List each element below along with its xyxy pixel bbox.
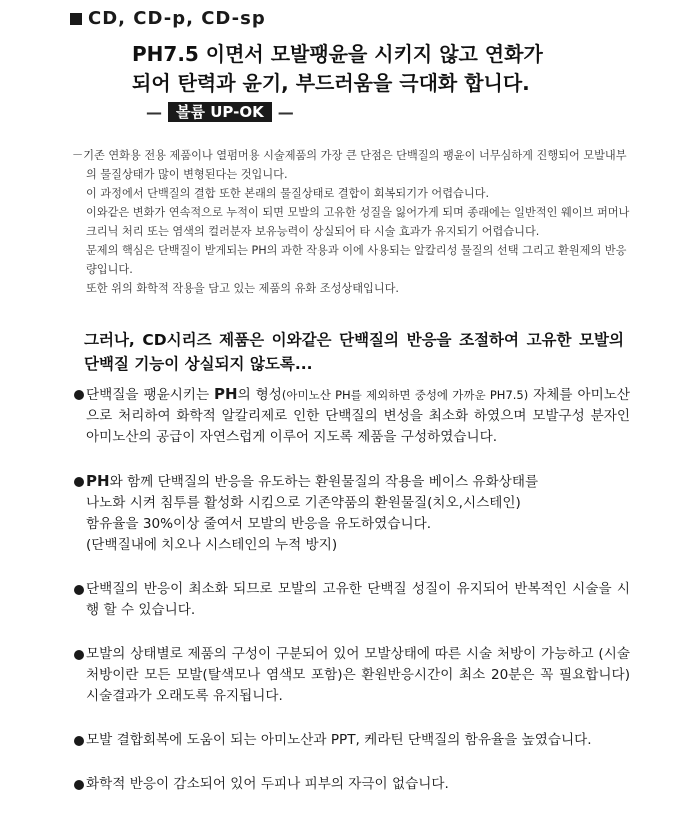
headline (132, 40, 543, 98)
intro-paragraph-2: 이 과정에서 단백질의 결합 또한 본래의 물질상태로 결합이 회복되기가 어렵습니다. (86, 187, 490, 200)
bullet-dot-icon (74, 650, 84, 660)
bullet-dot-icon (74, 736, 84, 746)
feature-item-4 (74, 644, 630, 707)
feature-list (74, 384, 630, 818)
feature-2-line-3: 함유율을 30%이상 줄여서 모발의 반응을 유도하였습니다. (86, 516, 432, 532)
intro-paragraph-4: 문제의 핵심은 단백질이 받게되는 PH의 과한 작용과 이에 사용되는 알칼리성 물질의 선택 그리고 환원제의 반응량입니다. (86, 244, 627, 276)
dash-left: — (146, 102, 162, 122)
badge-row (140, 102, 300, 122)
square-bullet-icon (70, 13, 82, 25)
feature-1-pre: 단백질을 팽윤시키는 (86, 387, 215, 403)
feature-item-5 (74, 730, 630, 751)
bullet-dot-icon (74, 780, 84, 790)
feature-1-mid: 의 형성 (237, 387, 282, 403)
bullet-dot-icon (74, 390, 84, 400)
feature-1-note: (아미노산 PH를 제외하면 중성에 가까운 PH7.5) (281, 388, 529, 402)
feature-1-post: 자체를 아미노산으로 처리하여 화학적 알칼리제로 인한 단백질의 변성을 최소화 하였으며 모발구성 분자인 아미노산의 공급이 자연스럽게 이루어 지도록 제품을 구성하였습니다. (86, 387, 630, 445)
feature-item-2 (74, 471, 630, 556)
intro-section (72, 146, 632, 298)
feature-4-text: 모발의 상태별로 제품의 구성이 구분되어 있어 모발상태에 따른 시술 처방이 가능하고 (시술처방이란 모든 모발(탈색모나 염색모 포함)은 환원반응시간이 최소 20분은 꼭 필요합니다) 시술결과가 오래도록 유지됩니다. (86, 646, 630, 704)
feature-3-text: 단백질의 반응이 최소화 되므로 모발의 고유한 단백질 성질이 유지되어 반복적인 시술을 시행 할 수 있습니다. (86, 581, 630, 618)
dash-right: — (277, 102, 294, 122)
volume-up-badge: 볼륨 UP-OK (168, 102, 272, 122)
bullet-dot-icon (74, 477, 84, 487)
intro-paragraph-5: 또한 위의 화학적 작용을 담고 있는 제품의 유화 조성상태입니다. (86, 282, 399, 295)
feature-item-3 (74, 579, 630, 621)
feature-2-ph: PH (86, 472, 110, 490)
feature-2-line-4: (단백질내에 치오나 시스테인의 누적 방지) (86, 537, 338, 553)
product-line-heading (70, 8, 266, 29)
feature-2-line-1: 와 함께 단백질의 반응을 유도하는 환원물질의 작용을 베이스 유화상태를 (109, 474, 539, 490)
feature-6-text: 화학적 반응이 감소되어 있어 두피나 피부의 자극이 없습니다. (86, 776, 449, 792)
feature-1-ph: PH (214, 385, 238, 403)
feature-5-text: 모발 결합회복에 도움이 되는 아미노산과 PPT, 케라틴 단백질의 함유율을 높였습니다. (86, 732, 592, 748)
key-statement: 그러나, CD시리즈 제품은 이와같은 단백질의 반응을 조절하여 고유한 모발의 단백질 기능이 상실되지 않도록... (84, 331, 624, 373)
feature-item-6 (74, 774, 630, 795)
feature-2-line-2: 나노화 시켜 침투를 활성화 시킴으로 기존약품의 환원물질(치오,시스테인) (86, 495, 521, 511)
bullet-dot-icon (74, 585, 84, 595)
intro-paragraph-3: 이와같은 변화가 연속적으로 누적이 되면 모발의 고유한 성질을 잃어가게 되며 종래에는 일반적인 웨이브 퍼머나 크리닉 처리 또는 염색의 컬러분자 보유능력이 상실되어 타 시술 효과가 유지되기 어렵습니다. (86, 206, 630, 238)
product-line-text: CD, CD-p, CD-sp (88, 8, 266, 29)
headline-line-2: 되어 탄력과 윤기, 부드러움을 극대화 합니다. (132, 71, 530, 95)
feature-item-1 (74, 384, 630, 448)
headline-line-1: PH7.5 이면서 모발팽윤을 시키지 않고 연화가 (132, 42, 543, 66)
intro-paragraph-1: －기존 연화용 전용 제품이나 열펌머용 시술제품의 가장 큰 단점은 단백질의 팽윤이 너무심하게 진행되어 모발내부의 물질상태가 많이 변형된다는 것입니다. (72, 149, 627, 181)
